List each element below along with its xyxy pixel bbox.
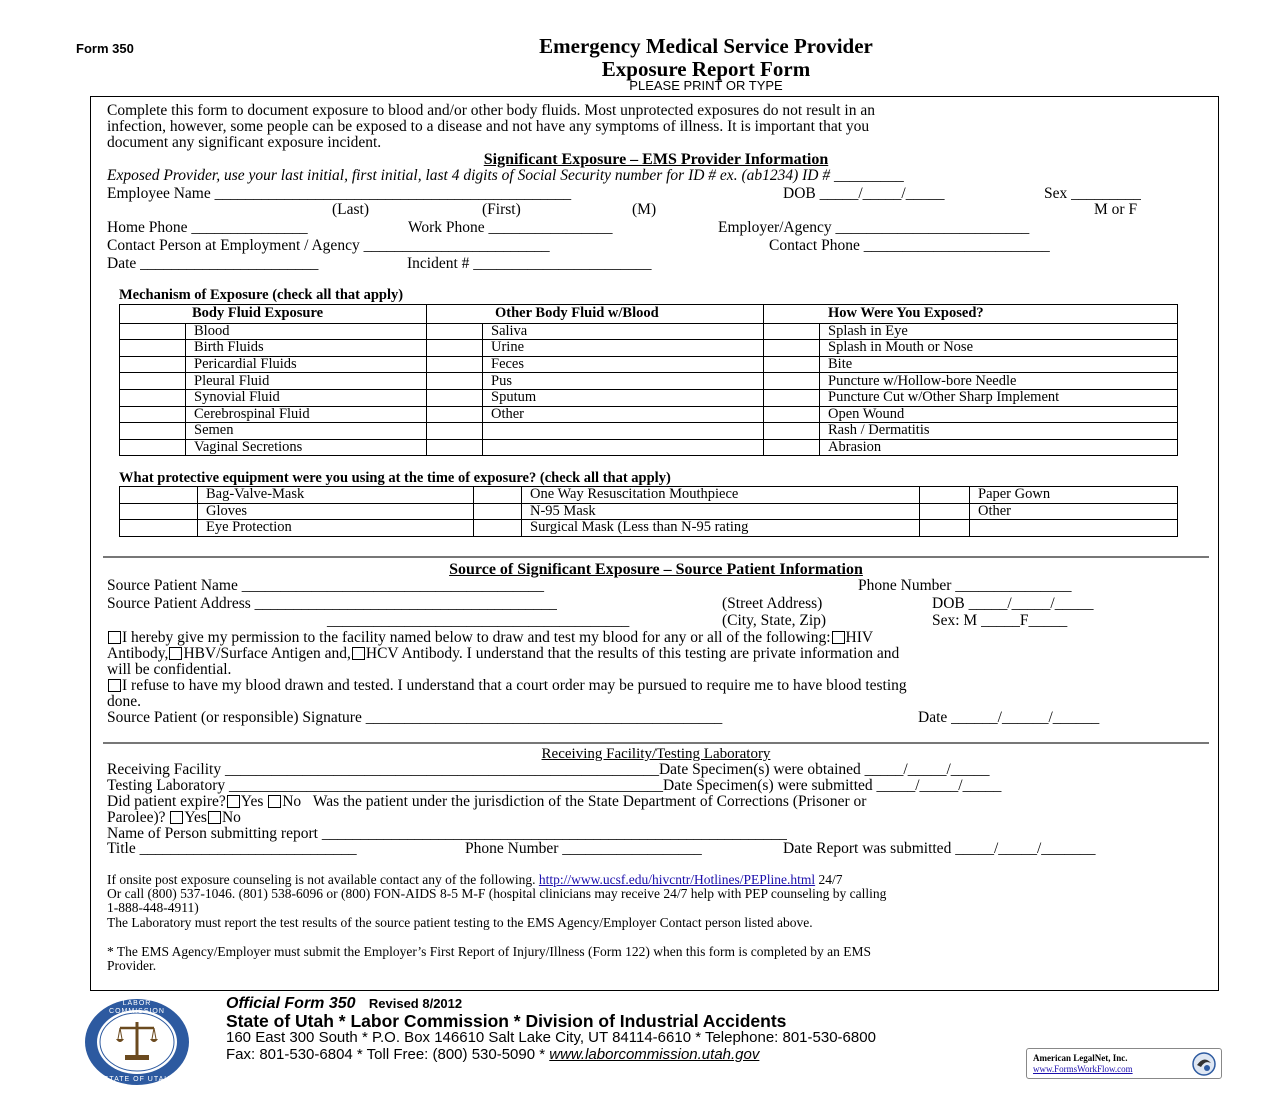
- checkbox-cell[interactable]: [427, 323, 483, 340]
- source-sex-field[interactable]: Sex: M _____F_____: [932, 612, 1068, 629]
- mechanism-header-row: [120, 305, 1178, 324]
- hbv-checkbox[interactable]: [169, 647, 182, 660]
- checkbox-cell[interactable]: [764, 356, 820, 373]
- exposure-method-item: Puncture w/Hollow-bore Needle: [820, 373, 1178, 390]
- expire-question: Did patient expire?: [107, 793, 226, 810]
- table-row: [120, 389, 1178, 406]
- equipment-item: Paper Gown: [970, 487, 1178, 504]
- checkbox-cell[interactable]: [120, 323, 186, 340]
- legalnet-name: American LegalNet, Inc.: [1033, 1053, 1128, 1063]
- other-fluid-item: [483, 439, 764, 456]
- table-row: [120, 487, 1178, 504]
- contact-person-field[interactable]: Contact Person at Employment / Agency ________________________: [107, 237, 550, 254]
- checkbox-cell[interactable]: [764, 423, 820, 440]
- equipment-item: Bag-Valve-Mask: [198, 487, 474, 504]
- legalnet-badge: [1026, 1048, 1222, 1079]
- counseling-text: If onsite post exposure counseling is not available contact any of the following.: [107, 872, 536, 887]
- table-row: [120, 340, 1178, 357]
- checkbox-cell[interactable]: [120, 520, 198, 537]
- parolee-line: [107, 810, 241, 826]
- protective-heading: What protective equipment were you using at the time of exposure? (check all that apply): [119, 470, 671, 486]
- checkbox-cell[interactable]: [764, 323, 820, 340]
- checkbox-cell[interactable]: [920, 503, 970, 520]
- employer-note: * The EMS Agency/Employer must submit the Employer’s First Report of Injury/Illness (Form 122) when this form is completed by an EMS: [107, 944, 872, 959]
- signature-date-field[interactable]: Date ______/______/______: [918, 709, 1100, 726]
- checkbox-cell[interactable]: [120, 389, 186, 406]
- equipment-item: N-95 Mask: [522, 503, 920, 520]
- table-row: [120, 373, 1178, 390]
- mechanism-heading: Mechanism of Exposure (check all that apply): [119, 287, 404, 303]
- legalnet-logo-icon: [1191, 1051, 1217, 1077]
- permission-line-3: will be confidential.: [107, 661, 232, 678]
- page-title: Emergency Medical Service Provider: [539, 34, 873, 58]
- protective-table: [119, 486, 1178, 537]
- employee-name-field[interactable]: Employee Name ______________________________________________: [107, 185, 572, 202]
- refuse-line-1: [107, 678, 907, 694]
- incident-field[interactable]: Incident # _______________________: [407, 255, 652, 272]
- id-instruction[interactable]: Exposed Provider, use your last initial, first initial, last 4 digits of Social Security number for ID # ex. (ab1234) ID # _________: [107, 167, 904, 184]
- provider-section-heading: Significant Exposure – EMS Provider Information: [483, 151, 829, 168]
- employer-note-2: Provider.: [107, 958, 157, 973]
- checkbox-cell[interactable]: [474, 487, 522, 504]
- checkbox-cell[interactable]: [427, 389, 483, 406]
- source-patient-name-field[interactable]: Source Patient Name _______________________________________: [107, 577, 544, 594]
- other-fluid-item: Urine: [483, 340, 764, 357]
- call-line-2: 1-888-448-4911): [107, 900, 199, 915]
- checkbox-cell[interactable]: [427, 340, 483, 357]
- signature-field[interactable]: Source Patient (or responsible) Signature ______________________________________________: [107, 709, 723, 726]
- section-divider: [103, 556, 1209, 558]
- date-submitted-field[interactable]: Date Report was submitted _____/_____/_______: [783, 840, 1096, 857]
- checkbox-cell[interactable]: [474, 503, 522, 520]
- equipment-item: [970, 520, 1178, 537]
- intro-line-1: Complete this form to document exposure to blood and/or other body fluids. Most unprotected exposures do not result in an: [107, 102, 875, 119]
- counseling-line: [107, 873, 843, 887]
- exposure-method-item: Bite: [820, 356, 1178, 373]
- body-fluid-item: Pleural Fluid: [186, 373, 427, 390]
- revised-label: Revised 8/2012: [368, 996, 463, 1011]
- source-address-field[interactable]: Source Patient Address _______________________________________: [107, 595, 557, 612]
- checkbox-cell[interactable]: [120, 503, 198, 520]
- body-fluid-item: Synovial Fluid: [186, 389, 427, 406]
- parolee-yes-checkbox[interactable]: [170, 811, 183, 824]
- lab-section-heading: Receiving Facility/Testing Laboratory: [541, 746, 771, 762]
- receiving-facility-field[interactable]: Receiving Facility ________________________________________________________Date Specimen(s) were obtained _____/_____/_____: [107, 761, 990, 778]
- checkbox-cell[interactable]: [920, 487, 970, 504]
- pepline-link[interactable]: http://www.ucsf.edu/hivcntr/Hotlines/PEPline.html: [538, 872, 816, 887]
- refuse-text: I refuse to have my blood drawn and tested. I understand that a court order may be pursued to require me to have blood testing: [122, 677, 907, 694]
- page-subtitle: Exposure Report Form: [601, 57, 811, 81]
- other-fluid-item: Feces: [483, 356, 764, 373]
- intro-line-3: document any significant exposure incident.: [107, 134, 382, 151]
- checkbox-cell[interactable]: [120, 373, 186, 390]
- checkbox-cell[interactable]: [120, 406, 186, 423]
- label-last: (Last): [332, 201, 370, 218]
- checkbox-cell[interactable]: [764, 389, 820, 406]
- exposure-method-item: Rash / Dermatitis: [820, 423, 1178, 440]
- body-fluid-item: Blood: [186, 323, 427, 340]
- equipment-item: Other: [970, 503, 1178, 520]
- jurisdiction-question: Was the patient under the jurisdiction of the State Department of Corrections (Prisoner or: [312, 793, 867, 810]
- expire-yes-checkbox[interactable]: [227, 795, 240, 808]
- equipment-item: Surgical Mask (Less than N-95 rating: [522, 520, 920, 537]
- body-fluid-item: Vaginal Secretions: [186, 439, 427, 456]
- yes-label: Yes: [184, 809, 207, 826]
- form-number: Form 350: [76, 41, 134, 56]
- yes-label: Yes: [240, 793, 264, 810]
- checkbox-cell: [427, 423, 483, 440]
- checkbox-cell[interactable]: [120, 356, 186, 373]
- sex-field[interactable]: Sex _________: [1044, 185, 1141, 202]
- col-header-other-fluid: Other Body Fluid w/Blood: [427, 305, 764, 324]
- date-field[interactable]: Date _______________________: [107, 255, 319, 272]
- checkbox-cell: [920, 520, 970, 537]
- col-header-body-fluid: Body Fluid Exposure: [120, 305, 427, 324]
- intro-line-2: infection, however, some people can be exposed to a disease and not have any symptoms of illness. It is important that you: [107, 118, 870, 135]
- table-row: [120, 439, 1178, 456]
- hcv-label: HCV Antibody. I understand that the results of this testing are private information and: [365, 645, 900, 662]
- parolee-no-checkbox[interactable]: [208, 811, 221, 824]
- no-label: No: [221, 809, 241, 826]
- checkbox-cell: [427, 439, 483, 456]
- exposure-method-item: Open Wound: [820, 406, 1178, 423]
- exposure-method-item: Puncture Cut w/Other Sharp Implement: [820, 389, 1178, 406]
- lab-report-note: The Laboratory must report the test results of the source patient testing to the EMS Agency/Employer Contact person listed above.: [107, 915, 813, 930]
- source-address-line2-field[interactable]: _______________________________________: [327, 612, 630, 629]
- refuse-line-2: done.: [107, 693, 142, 710]
- other-fluid-item: Other: [483, 406, 764, 423]
- checkbox-cell[interactable]: [427, 406, 483, 423]
- source-section-heading: Source of Significant Exposure – Source Patient Information: [449, 561, 863, 578]
- body-fluid-item: Cerebrospinal Fluid: [186, 406, 427, 423]
- checkbox-cell[interactable]: [764, 340, 820, 357]
- hiv-label: HIV: [845, 629, 874, 646]
- other-fluid-item: Sputum: [483, 389, 764, 406]
- seal-text-bottom: STATE OF UTAH: [103, 1076, 171, 1083]
- other-fluid-item: Saliva: [483, 323, 764, 340]
- checkbox-cell[interactable]: [120, 487, 198, 504]
- checkbox-cell[interactable]: [120, 340, 186, 357]
- no-label: No: [282, 793, 302, 810]
- table-row: [120, 356, 1178, 373]
- agency-name: State of Utah * Labor Commission * Division of Industrial Accidents: [226, 1011, 787, 1031]
- section-divider: [103, 742, 1209, 744]
- equipment-item: Gloves: [198, 503, 474, 520]
- checkbox-cell[interactable]: [120, 439, 186, 456]
- checkbox-cell[interactable]: [120, 423, 186, 440]
- dob-field[interactable]: DOB _____/_____/_____: [783, 185, 945, 202]
- checkbox-cell[interactable]: [474, 520, 522, 537]
- submitter-name-field[interactable]: Name of Person submitting report ____________________________________________________________: [107, 825, 787, 842]
- antibody-label: Antibody,: [107, 645, 169, 662]
- other-fluid-item: [483, 423, 764, 440]
- table-row: [120, 406, 1178, 423]
- employer-field[interactable]: Employer/Agency _________________________: [718, 219, 1030, 236]
- source-dob-field[interactable]: DOB _____/_____/_____: [932, 595, 1094, 612]
- checkbox-cell[interactable]: [764, 406, 820, 423]
- label-middle: (M): [632, 201, 657, 218]
- seal-text-top: LABOR COMMISSION: [109, 1000, 165, 1015]
- checkbox-cell[interactable]: [427, 356, 483, 373]
- expire-line: [107, 794, 866, 810]
- lab-phone-field[interactable]: Phone Number __________________: [465, 840, 702, 857]
- body-fluid-item: Semen: [186, 423, 427, 440]
- print-instruction: PLEASE PRINT OR TYPE: [629, 78, 783, 93]
- label-m-or-f: M or F: [1094, 201, 1138, 218]
- permission-line-2: [107, 646, 899, 662]
- testing-lab-field[interactable]: Testing Laboratory ________________________________________________________Date Specimen(s) were submitted _____/_____/_____: [107, 777, 1002, 794]
- exposure-method-item: Splash in Eye: [820, 323, 1178, 340]
- website-link[interactable]: www.laborcommission.utah.gov: [549, 1046, 760, 1063]
- label-first: (First): [482, 201, 521, 218]
- expire-no-checkbox[interactable]: [268, 795, 281, 808]
- fax-line: [226, 1046, 759, 1063]
- mechanism-table: [119, 304, 1178, 456]
- body-fluid-item: Pericardial Fluids: [186, 356, 427, 373]
- table-row: [120, 503, 1178, 520]
- legalnet-link[interactable]: www.FormsWorkFlow.com: [1033, 1064, 1133, 1074]
- street-address-label: (Street Address): [722, 595, 823, 612]
- hiv-checkbox[interactable]: [832, 631, 845, 644]
- agency-address: 160 East 300 South * P.O. Box 146610 Salt Lake City, UT 84114-6610 * Telephone: 801-530-6800: [226, 1029, 876, 1046]
- call-line: Or call (800) 537-1046. (801) 538-6096 or (800) FON-AIDS 8-5 M-F (hospital clinicians may receive 24/7 help with PEP counseling by calling: [107, 886, 887, 901]
- table-row: [120, 323, 1178, 340]
- checkbox-cell[interactable]: [764, 373, 820, 390]
- hcv-checkbox[interactable]: [352, 647, 365, 660]
- other-fluid-item: Pus: [483, 373, 764, 390]
- col-header-how-exposed: How Were You Exposed?: [764, 305, 1178, 324]
- table-row: [120, 423, 1178, 440]
- equipment-item: Eye Protection: [198, 520, 474, 537]
- source-phone-field[interactable]: Phone Number _______________: [858, 577, 1072, 594]
- work-phone-field[interactable]: Work Phone ________________: [408, 219, 613, 236]
- permission-line-1: [107, 630, 873, 646]
- parolee-label: Parolee)?: [107, 809, 166, 826]
- body-fluid-item: Birth Fluids: [186, 340, 427, 357]
- permission-text: I hereby give my permission to the facility named below to draw and test my blood for any or all of the following:: [122, 629, 831, 646]
- refuse-checkbox[interactable]: [108, 679, 121, 692]
- table-row: [120, 520, 1178, 537]
- hbv-label: HBV/Surface Antigen and,: [183, 645, 351, 662]
- permission-checkbox[interactable]: [108, 631, 121, 644]
- fax-text: Fax: 801-530-6804 * Toll Free: (800) 530-5090 *: [226, 1046, 546, 1063]
- checkbox-cell[interactable]: [427, 373, 483, 390]
- contact-phone-field[interactable]: Contact Phone ________________________: [769, 237, 1050, 254]
- checkbox-cell[interactable]: [764, 439, 820, 456]
- counseling-hours: 24/7: [818, 872, 843, 887]
- official-form-label: Official Form 350: [226, 995, 356, 1012]
- city-state-zip-label: (City, State, Zip): [722, 612, 827, 629]
- labor-commission-seal: [82, 997, 192, 1087]
- exposure-method-item: Splash in Mouth or Nose: [820, 340, 1178, 357]
- home-phone-field[interactable]: Home Phone _______________: [107, 219, 308, 236]
- title-field[interactable]: Title ____________________________: [107, 840, 357, 857]
- equipment-item: One Way Resuscitation Mouthpiece: [522, 487, 920, 504]
- exposure-method-item: Abrasion: [820, 439, 1178, 456]
